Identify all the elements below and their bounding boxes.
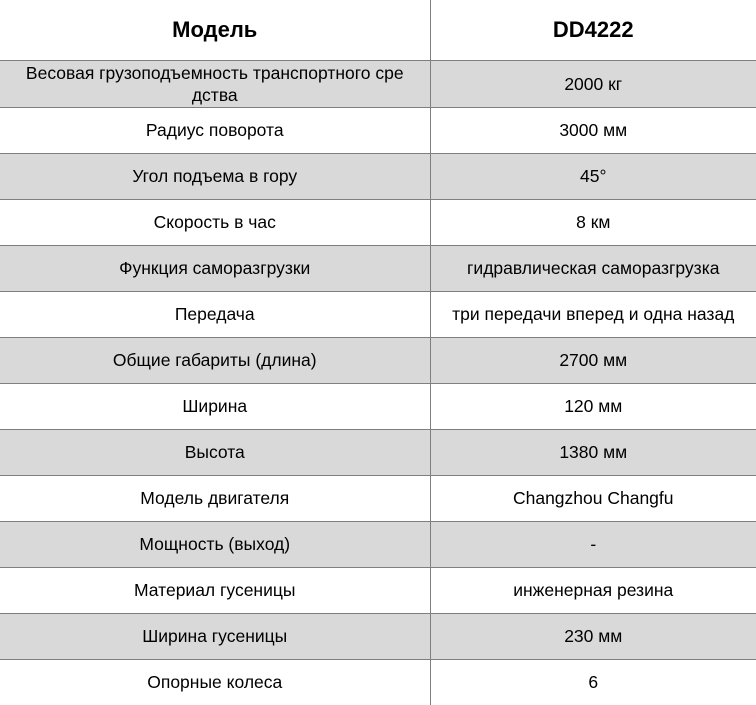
table-row [0,567,756,613]
row-value: 230 мм [430,613,756,659]
row-value: 6 [430,659,756,705]
table-row [0,60,756,107]
row-value: Changzhou Changfu [430,475,756,521]
table-header-row [0,0,756,60]
table-row [0,199,756,245]
table-row [0,245,756,291]
row-value: инженерная резина [430,567,756,613]
row-value: 120 мм [430,383,756,429]
table-row [0,475,756,521]
row-param: Скорость в час [0,199,430,245]
table-row [0,107,756,153]
row-param: Радиус поворота [0,107,430,153]
row-value: 2000 кг [430,60,756,107]
row-value: 3000 мм [430,107,756,153]
row-value: 8 км [430,199,756,245]
header-model-value: DD4222 [430,0,756,60]
row-param: Передача [0,291,430,337]
table-row [0,429,756,475]
row-param: Угол подъема в гору [0,153,430,199]
table-row [0,383,756,429]
row-param: Высота [0,429,430,475]
row-param: Модель двигателя [0,475,430,521]
table-row [0,659,756,705]
row-param: Ширина гусеницы [0,613,430,659]
table-row [0,521,756,567]
row-value: 1380 мм [430,429,756,475]
row-param: Общие габариты (длина) [0,337,430,383]
row-param: Весовая грузоподъемность транспортного сре дства [0,60,430,107]
table-row [0,291,756,337]
row-param: Функция саморазгрузки [0,245,430,291]
row-value: - [430,521,756,567]
table-row [0,153,756,199]
row-value: 2700 мм [430,337,756,383]
row-param: Мощность (выход) [0,521,430,567]
row-param: Материал гусеницы [0,567,430,613]
row-param: Ширина [0,383,430,429]
row-value: три передачи вперед и одна назад [430,291,756,337]
table-row [0,613,756,659]
row-value: гидравлическая саморазгрузка [430,245,756,291]
row-param: Опорные колеса [0,659,430,705]
row-value: 45° [430,153,756,199]
header-model-label: Модель [0,0,430,60]
table-row [0,337,756,383]
